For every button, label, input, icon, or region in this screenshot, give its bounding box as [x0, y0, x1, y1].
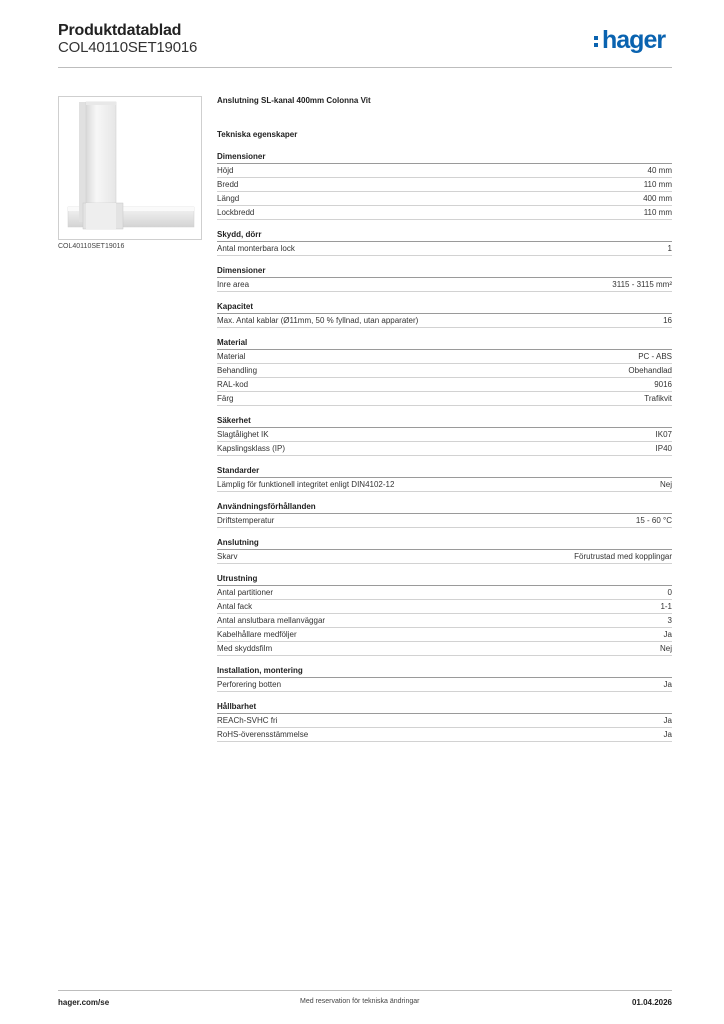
spec-row	[217, 428, 672, 442]
spec-value: Nej	[659, 644, 672, 653]
cable-duct-illustration-icon	[59, 97, 201, 239]
spec-group-title: Standarder	[217, 466, 672, 478]
footer-date: 01.04.2026	[631, 998, 672, 1007]
spec-group-title: Säkerhet	[217, 416, 672, 428]
spec-value: 9016	[654, 380, 672, 389]
spec-value: 3115 - 3115 mm²	[612, 280, 672, 289]
product-name: Anslutning SL-kanal 400mm Colonna Vit	[217, 96, 371, 105]
spec-value: PC - ABS	[638, 352, 672, 361]
spec-row	[217, 164, 672, 178]
spec-label: Max. Antal kablar (Ø11mm, 50 % fyllnad, utan apparater)	[217, 316, 419, 325]
spec-group	[217, 266, 672, 292]
spec-label: Antal monterbara lock	[217, 244, 295, 253]
spec-row	[217, 714, 672, 728]
spec-label: Kapslingsklass (IP)	[217, 444, 286, 453]
spec-value: 0	[667, 588, 672, 597]
spec-value: 1	[667, 244, 672, 253]
spec-group	[217, 466, 672, 492]
spec-group-title: Skydd, dörr	[217, 230, 672, 242]
spec-row	[217, 678, 672, 692]
spec-value: 3	[667, 616, 672, 625]
spec-value: IK07	[655, 430, 672, 439]
spec-row	[217, 514, 672, 528]
spec-label: Längd	[217, 194, 240, 203]
spec-row	[217, 350, 672, 364]
spec-group-title: Material	[217, 338, 672, 350]
spec-label: Behandling	[217, 366, 258, 375]
spec-row	[217, 392, 672, 406]
spec-group-title: Hållbarhet	[217, 702, 672, 714]
spec-value: 400 mm	[643, 194, 672, 203]
spec-group	[217, 152, 672, 220]
spec-value: Trafikvit	[644, 394, 672, 403]
spec-label: Driftstemperatur	[217, 516, 275, 525]
spec-label: Färg	[217, 394, 234, 403]
spec-group-title: Användningsförhållanden	[217, 502, 672, 514]
spec-label: Kabelhållare medföljer	[217, 630, 297, 639]
spec-value: 110 mm	[643, 180, 672, 189]
spec-groups	[217, 152, 672, 742]
spec-row	[217, 628, 672, 642]
spec-label: Perforering botten	[217, 680, 282, 689]
footer-note: Med reservation för tekniska ändringar	[300, 998, 420, 1005]
logo-text: hager	[602, 26, 666, 54]
spec-label: Antal anslutbara mellanväggar	[217, 616, 326, 625]
spec-row	[217, 442, 672, 456]
product-image-caption: COL40110SET19016	[58, 243, 125, 250]
document-title: Produktdatablad	[58, 22, 182, 39]
spec-group	[217, 538, 672, 564]
spec-value: Ja	[663, 716, 672, 725]
spec-value: Ja	[663, 730, 672, 739]
spec-group-title: Utrustning	[217, 574, 672, 586]
spec-row	[217, 728, 672, 742]
spec-label: REACh-SVHC fri	[217, 716, 278, 725]
spec-row	[217, 378, 672, 392]
logo-dots-icon	[594, 33, 600, 50]
spec-label: Lockbredd	[217, 208, 255, 217]
spec-label: Skarv	[217, 552, 238, 561]
footer-website: hager.com/se	[58, 998, 110, 1007]
spec-group-title: Dimensioner	[217, 152, 672, 164]
spec-row	[217, 242, 672, 256]
spec-value: Förutrustad med kopplingar	[574, 552, 672, 561]
spec-group	[217, 574, 672, 656]
product-code: COL40110SET19016	[58, 39, 198, 56]
spec-heading: Tekniska egenskaper	[217, 130, 298, 139]
spec-group	[217, 338, 672, 406]
spec-label: RoHS-överensstämmelse	[217, 730, 309, 739]
spec-value: 1-1	[660, 602, 672, 611]
spec-row	[217, 478, 672, 492]
spec-row	[217, 364, 672, 378]
spec-content	[217, 96, 672, 742]
spec-group-title: Kapacitet	[217, 302, 672, 314]
spec-row	[217, 278, 672, 292]
spec-group	[217, 666, 672, 692]
spec-group-title: Anslutning	[217, 538, 672, 550]
spec-row	[217, 206, 672, 220]
spec-group	[217, 230, 672, 256]
spec-row	[217, 314, 672, 328]
spec-row	[217, 600, 672, 614]
spec-row	[217, 178, 672, 192]
spec-value: 40 mm	[647, 166, 672, 175]
spec-label: Slagtålighet IK	[217, 430, 269, 439]
spec-group-title: Dimensioner	[217, 266, 672, 278]
spec-group	[217, 302, 672, 328]
spec-row	[217, 192, 672, 206]
header-divider	[58, 67, 672, 68]
spec-label: RAL-kod	[217, 380, 249, 389]
spec-value: 15 - 60 °C	[635, 516, 672, 525]
spec-value: Ja	[663, 630, 672, 639]
spec-value: 110 mm	[643, 208, 672, 217]
spec-group	[217, 502, 672, 528]
spec-group	[217, 702, 672, 742]
spec-label: Med skyddsfilm	[217, 644, 273, 653]
spec-label: Antal fack	[217, 602, 253, 611]
spec-row	[217, 614, 672, 628]
spec-value: Ja	[663, 680, 672, 689]
spec-label: Antal partitioner	[217, 588, 274, 597]
spec-label: Material	[217, 352, 246, 361]
spec-value: 16	[663, 316, 672, 325]
spec-row	[217, 586, 672, 600]
spec-group-title: Installation, montering	[217, 666, 672, 678]
spec-label: Lämplig för funktionell integritet enligt DIN4102-12	[217, 480, 395, 489]
spec-row	[217, 642, 672, 656]
spec-label: Bredd	[217, 180, 239, 189]
spec-value: Nej	[659, 480, 672, 489]
hager-logo	[594, 26, 665, 55]
spec-label: Höjd	[217, 166, 234, 175]
spec-label: Inre area	[217, 280, 250, 289]
spec-value: IP40	[655, 444, 672, 453]
spec-row	[217, 550, 672, 564]
product-image	[58, 96, 202, 240]
spec-value: Obehandlad	[628, 366, 672, 375]
footer-divider	[58, 990, 672, 991]
spec-group	[217, 416, 672, 456]
